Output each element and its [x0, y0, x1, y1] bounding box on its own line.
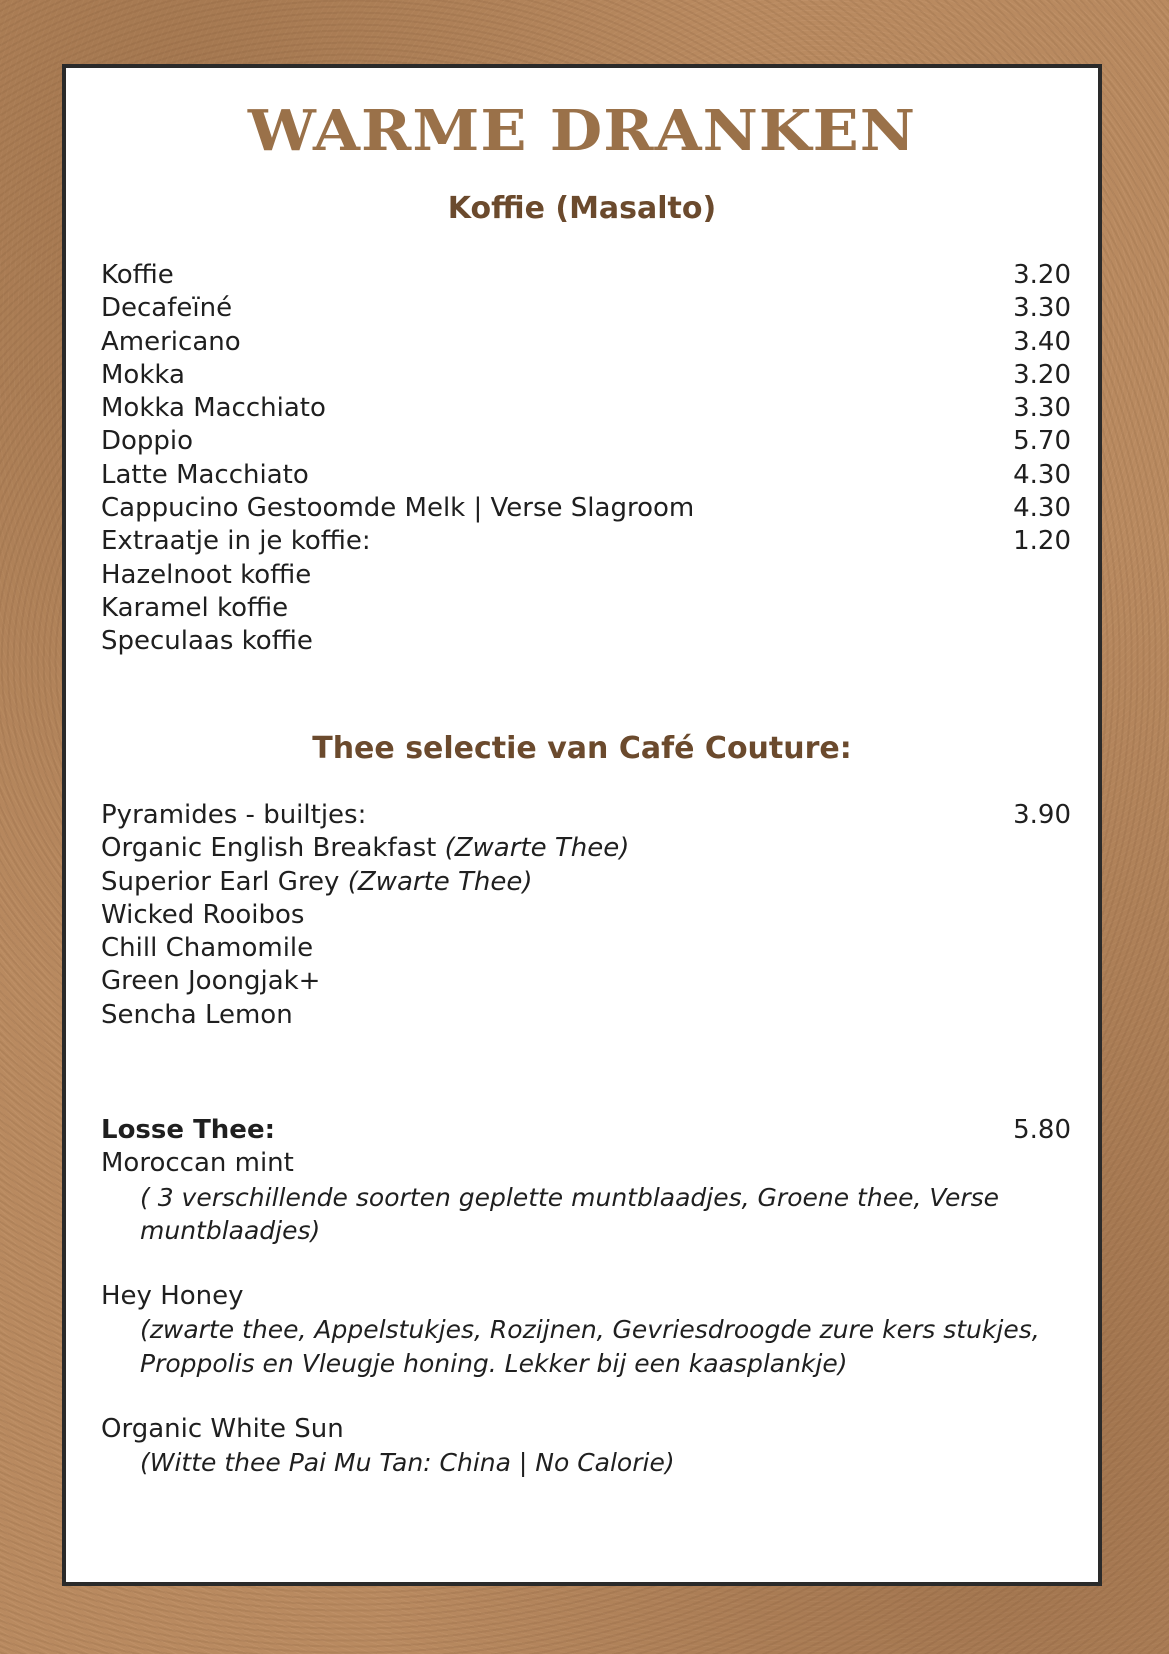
menu-card [62, 64, 1102, 1586]
item-name: Chill Chamomile [101, 933, 314, 964]
item-price: 3.30 [1013, 393, 1071, 424]
tea-name: Organic White Sun [101, 1414, 344, 1445]
item-name: Mokka [101, 359, 185, 390]
thee-heading: Thee selectie van Café Couture: [312, 731, 852, 766]
item-name: Speculaas koffie [101, 626, 313, 657]
item-price: 4.30 [1013, 459, 1071, 490]
item-name: Karamel koffie [101, 592, 289, 623]
item-price: 4.30 [1013, 493, 1071, 524]
item-name: Sencha Lemon [101, 999, 293, 1030]
list-item [101, 525, 1071, 558]
list-item [101, 965, 1071, 998]
list-item [101, 799, 1071, 832]
item-name: Mokka Macchiato [101, 393, 326, 424]
item-name: Wicked Rooibos [101, 899, 305, 930]
list-item [101, 425, 1071, 458]
list-item [101, 292, 1071, 325]
item-name: Americano [101, 326, 241, 357]
list-item [101, 359, 1071, 392]
list-item [101, 625, 1071, 658]
item-name: Doppio [101, 426, 194, 457]
item-price: 3.30 [1013, 293, 1071, 324]
losse-thee-section [101, 1114, 1071, 1480]
tea-description: ( 3 verschillende soorten geplette muntblaadjes, Groene thee, Verse muntblaadjes) [140, 1182, 1000, 1245]
tea-name: Hey Honey [101, 1281, 244, 1312]
list-item [101, 326, 1071, 359]
koffie-list [101, 259, 1071, 659]
item-price: 1.20 [1013, 526, 1071, 557]
tea-description: (zwarte thee, Appelstukjes, Rozijnen, Gevriesdroogde zure kers stukjes, Proppolis en Vleugje honing. Lekker bij een kaasplankje) [140, 1315, 1040, 1378]
list-item [101, 492, 1071, 525]
losse-thee-header [101, 1114, 1071, 1147]
list-item [101, 866, 1071, 899]
item-name: Green Joongjak+ [101, 966, 321, 997]
tea-name: Moroccan mint [101, 1148, 294, 1179]
item-name: Extraatje in je koffie: [101, 526, 371, 557]
item-note: (Zwarte Thee) [347, 866, 533, 897]
item-name: Cappucino Gestoomde Melk | Verse Slagroom [101, 493, 695, 524]
item-name: Decafeïné [101, 293, 233, 324]
list-item [101, 559, 1071, 592]
losse-thee-price: 5.80 [1013, 1115, 1071, 1145]
item-price: 3.90 [1013, 800, 1071, 830]
item-name: Latte Macchiato [101, 459, 309, 490]
menu-title: WARME DRANKEN [247, 98, 917, 164]
tea-description: (Witte thee Pai Mu Tan: China | No Calorie) [140, 1448, 675, 1478]
item-price: 3.40 [1013, 326, 1071, 357]
list-item [101, 899, 1071, 932]
item-name: Hazelnoot koffie [101, 559, 312, 590]
koffie-heading: Koffie (Masalto) [447, 191, 717, 226]
thee-list [101, 799, 1071, 1032]
list-item [101, 932, 1071, 965]
list-item [101, 459, 1071, 492]
item-price: 3.20 [1013, 260, 1071, 290]
item-name: Superior Earl Grey [101, 866, 340, 897]
list-item [101, 999, 1071, 1032]
list-item [101, 392, 1071, 425]
list-item [101, 832, 1071, 865]
item-name: Pyramides - builtjes: [101, 800, 367, 830]
item-name: Koffie [101, 260, 174, 290]
losse-thee-label: Losse Thee: [101, 1115, 275, 1145]
list-item [101, 592, 1071, 625]
list-item [101, 259, 1071, 292]
item-note: (Zwarte Thee) [444, 833, 630, 864]
item-name: Organic English Breakfast [101, 833, 437, 864]
item-price: 3.20 [1013, 359, 1071, 390]
item-price: 5.70 [1013, 426, 1071, 457]
